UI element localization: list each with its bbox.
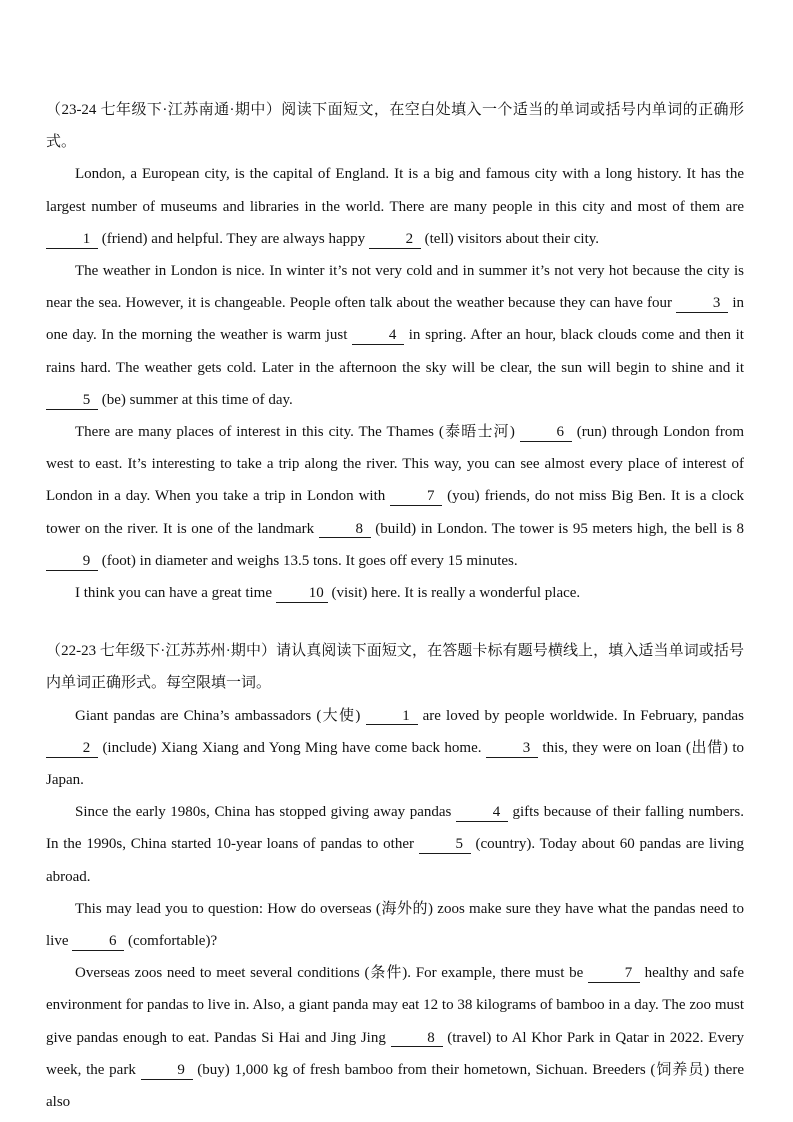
passage-2-section bbox=[46, 635, 744, 1118]
passage-1-paragraph-4 bbox=[46, 577, 744, 609]
passage-1-blank-9: 9 bbox=[46, 553, 98, 571]
text-run: gifts because of their falling numbers. In the 1990s, China started 10-year loans of pandas to other bbox=[46, 804, 744, 853]
passage-1-section bbox=[46, 94, 744, 609]
passage-1-blank-10: 10 bbox=[276, 585, 328, 603]
text-run: (be) summer at this time of day. bbox=[98, 391, 293, 408]
text-run: (country). Today about 60 pandas are living abroad. bbox=[46, 836, 744, 885]
text-run: There are many places of interest in this city. The Thames (泰晤士河) bbox=[75, 424, 520, 441]
text-run: in spring. After an hour, black clouds come and then it rains hard. The weather gets cold. Later in the afternoon the sky will be clear, the sun will begin to shine and it bbox=[46, 327, 744, 376]
passage-2-blank-5: 5 bbox=[419, 836, 471, 854]
passage-2-paragraph-3 bbox=[46, 893, 744, 957]
passage-2-blank-3: 3 bbox=[486, 740, 538, 758]
passage-2-paragraph-2 bbox=[46, 796, 744, 893]
text-run: (buy) 1,000 kg of fresh bamboo from their hometown, Sichuan. Breeders (饲养员) there also bbox=[46, 1061, 744, 1111]
passage-1-blank-4: 4 bbox=[352, 327, 404, 345]
text-run: in one day. In the morning the weather is warm just bbox=[46, 295, 744, 344]
text-run: this, they were on loan (出借) to Japan. bbox=[46, 739, 744, 789]
passage-1-blank-8: 8 bbox=[319, 521, 371, 539]
text-run: are loved by people worldwide. In February, pandas bbox=[417, 707, 744, 724]
passage-2-paragraph-4 bbox=[46, 957, 744, 1118]
passage-2-paragraph-1 bbox=[46, 700, 744, 797]
text-run: The weather in London is nice. In winter it’s not very cold and in summer it’s not very hot because the city is near the sea. However, it is changeable. People often talk about the weather because they can have four bbox=[46, 263, 744, 312]
passage-1-header: （23-24 七年级下·江苏南通·期中）阅读下面短文，在空白处填入一个适当的单词或括号内单词的正确形式。 bbox=[46, 102, 744, 151]
passage-2-blank-7: 7 bbox=[588, 965, 640, 983]
passage-2-blank-6: 6 bbox=[72, 933, 124, 951]
text-run: (visit) here. It is really a wonderful place. bbox=[327, 585, 581, 602]
passage-1-paragraph-1 bbox=[46, 158, 744, 255]
passage-1-blank-7: 7 bbox=[390, 488, 442, 506]
passage-2-blank-2: 2 bbox=[46, 740, 98, 758]
text-run: healthy and safe environment for pandas to live in. Also, a giant panda may eat 12 to 38 kilograms of bamboo in a day. The zoo must give pandas enough to eat. Pandas Si Hai and Jing Jing bbox=[46, 965, 744, 1046]
text-run: (run) through London from west to east. It’s interesting to take a trip along the river. This way, you can see almost every place of interest of London in a day. When you take a trip in London with bbox=[46, 424, 744, 505]
text-run: (tell) visitors about their city. bbox=[420, 230, 600, 247]
passage-2-header: （22-23 七年级下·江苏苏州·期中）请认真阅读下面短文，在答题卡标有题号横线上，填入适当单词或括号内单词正确形式。每空限填一词。 bbox=[46, 643, 744, 692]
text-run: (foot) in diameter and weighs 13.5 tons. It goes off every 15 minutes. bbox=[98, 552, 518, 569]
text-run: Overseas zoos need to meet several conditions (条件). For example, there must be bbox=[75, 965, 588, 982]
passage-1-paragraph-2 bbox=[46, 255, 744, 416]
passage-2-blank-1: 1 bbox=[366, 708, 418, 726]
text-run: London, a European city, is the capital of England. It is a big and famous city with a long history. It has the largest number of museums and libraries in the world. There are many people in this city and most of them are bbox=[46, 166, 744, 215]
text-run: (travel) to Al Khor Park in Qatar in 2022. Every week, the park bbox=[46, 1029, 744, 1078]
passage-1-blank-3: 3 bbox=[676, 295, 728, 313]
passage-1-blank-1: 1 bbox=[46, 231, 98, 249]
section-spacer bbox=[46, 609, 744, 635]
text-run: (build) in London. The tower is 95 meters high, the bell is 8 bbox=[370, 520, 744, 537]
passage-1-blank-6: 6 bbox=[520, 424, 572, 442]
passage-2-blank-4: 4 bbox=[456, 804, 508, 822]
text-run: Since the early 1980s, China has stopped giving away pandas bbox=[75, 804, 456, 821]
text-run: (you) friends, do not miss Big Ben. It is a clock tower on the river. It is one of the landmark bbox=[46, 488, 744, 537]
passage-1-paragraph-3 bbox=[46, 416, 744, 577]
text-run: This may lead you to question: How do overseas (海外的) zoos make sure they have what the pandas need to live bbox=[46, 900, 744, 950]
text-run: (include) Xiang Xiang and Yong Ming have come back home. bbox=[98, 739, 486, 756]
text-run: Giant pandas are China’s ambassadors (大使) bbox=[75, 707, 366, 724]
passage-1-blank-5: 5 bbox=[46, 392, 98, 410]
text-run: (comfortable)? bbox=[124, 933, 218, 950]
text-run: I think you can have a great time bbox=[75, 585, 276, 602]
text-run: (friend) and helpful. They are always happy bbox=[98, 230, 369, 247]
passage-1-blank-2: 2 bbox=[369, 231, 421, 249]
passage-2-blank-9: 9 bbox=[141, 1062, 193, 1080]
passage-2-blank-8: 8 bbox=[391, 1030, 443, 1048]
